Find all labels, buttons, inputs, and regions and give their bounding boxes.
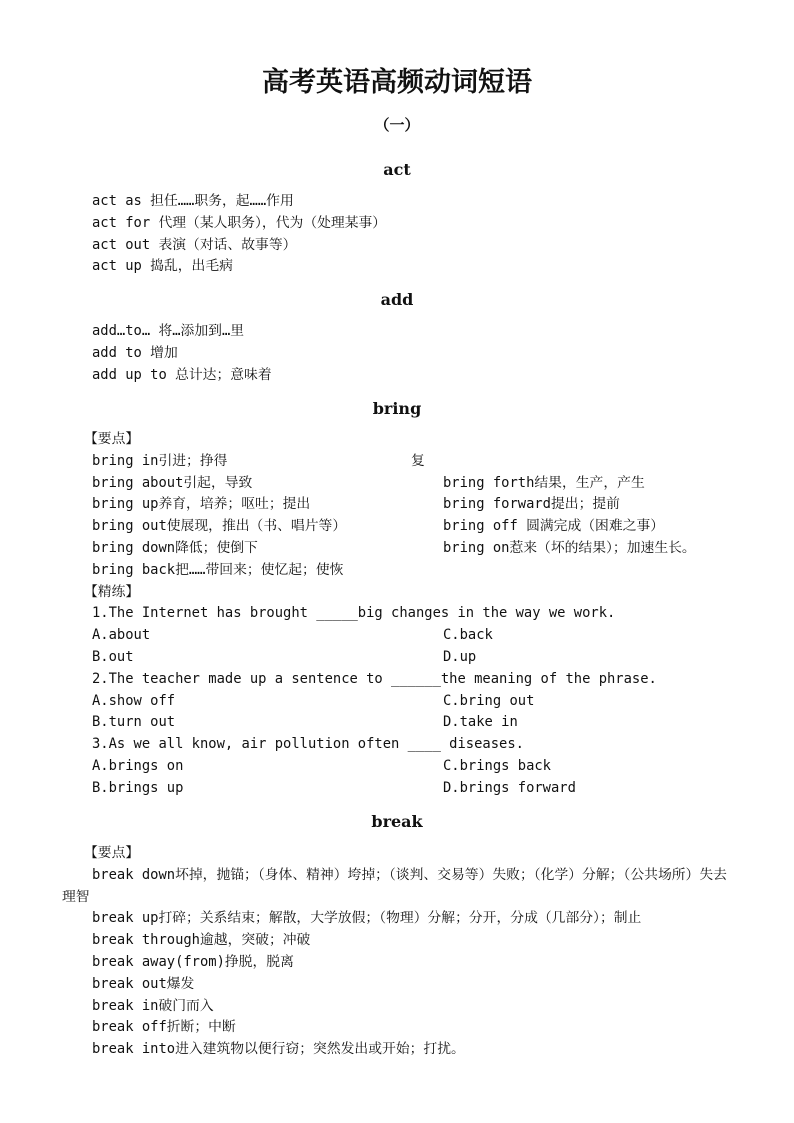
section-heading-bring: bring [372,399,422,418]
list-item: act for 代理（某人职务），代为（处理某事） [92,214,387,231]
list-item: act out 表演（对话、故事等） [92,236,297,253]
phrase-right: bring forth结果，生产，产生 [443,474,645,491]
phrase-left: bring about引起，导致 [92,474,253,491]
option: A.brings on [92,757,184,774]
phrase-right: bring on惹来（坏的结果）；加速生长。 [443,539,696,556]
page-subtitle: （一） [374,116,420,134]
phrase-right: bring off 圆满完成（困难之事） [443,518,665,535]
phrase-right: 复 [411,452,425,469]
option: D.brings forward [443,779,576,796]
break-section-body [62,843,734,1061]
add-phrase-list [92,321,752,386]
list-item: act up 捣乱，出毛病 [92,258,233,275]
bring-section-body [84,429,752,800]
list-item: add up to 总计达；意味着 [92,366,272,383]
phrase-row [92,473,752,495]
page-title: 高考英语高频动词短语 [262,67,532,98]
question-stem: 1.The Internet has brought _____big changes in the way we work. [92,605,616,622]
list-item: break off折断；中断 [92,1019,236,1036]
phrase-right: bring forward提出；提前 [443,496,620,513]
option: A.show off [92,692,176,709]
practice-label: 【精练】 [84,583,140,600]
list-item: break into进入建筑物以便行窃；突然发出或开始；打扰。 [92,1041,465,1058]
option: B.out [92,648,134,665]
phrase-left: bring out使展现，推出（书、唱片等） [92,518,347,535]
list-item: break out爆发 [92,975,195,992]
phrase-left: bring in引进；挣得 [92,452,228,469]
section-heading-add: add [380,290,414,309]
keypoints-label: 【要点】 [84,431,140,447]
phrase-left: bring back把……带回来；使忆起；使恢 [92,561,344,578]
option-row [92,647,752,669]
section-heading-break: break [371,812,423,831]
list-item: act as 担任……职务，起……作用 [92,193,294,209]
list-item: break in破门而入 [92,997,214,1014]
option: C.bring out [443,692,535,709]
list-item: add to 增加 [92,344,178,361]
option: B.turn out [92,714,176,731]
option: B.brings up [92,779,184,796]
phrase-row [92,516,752,538]
phrase-row [92,494,752,516]
question-stem: 2.The teacher made up a sentence to ______the meaning of the phrase. [92,670,657,687]
phrase-left: bring up养育，培养；呕吐；提出 [92,496,311,513]
list-item: break up打碎；关系结束；解散，大学放假；（物理）分解；分开，分成（几部分）；制止 [92,910,642,927]
question-stem: 3.As we all know, air pollution often ____ diseases. [92,736,524,753]
option: D.up [443,648,477,665]
list-item: break through逾越，突破；冲破 [92,932,311,949]
phrase-left: bring down降低；使倒下 [92,539,258,556]
phrase-row [92,451,752,473]
phrase-row [92,538,752,560]
option: C.brings back [443,757,551,774]
list-item: add…to… 将…添加到…里 [92,323,245,339]
option: A.about [92,627,151,644]
phrase-row [92,560,752,582]
option-row [92,625,752,647]
option-row [92,712,752,734]
option-row [92,778,752,800]
option-row [92,756,752,778]
list-item: break away(from)挣脱，脱离 [92,953,294,970]
section-heading-act: act [383,160,411,179]
option: D.take in [443,714,518,731]
option-row [92,691,752,713]
option: C.back [443,627,493,644]
act-phrase-list [92,191,752,278]
list-item: break down坏掉，抛锚；（身体、精神）垮掉；（谈判、交易等）失败；（化学）分解；（公共场所）失去理智 [62,866,727,905]
keypoints-label: 【要点】 [84,845,140,861]
